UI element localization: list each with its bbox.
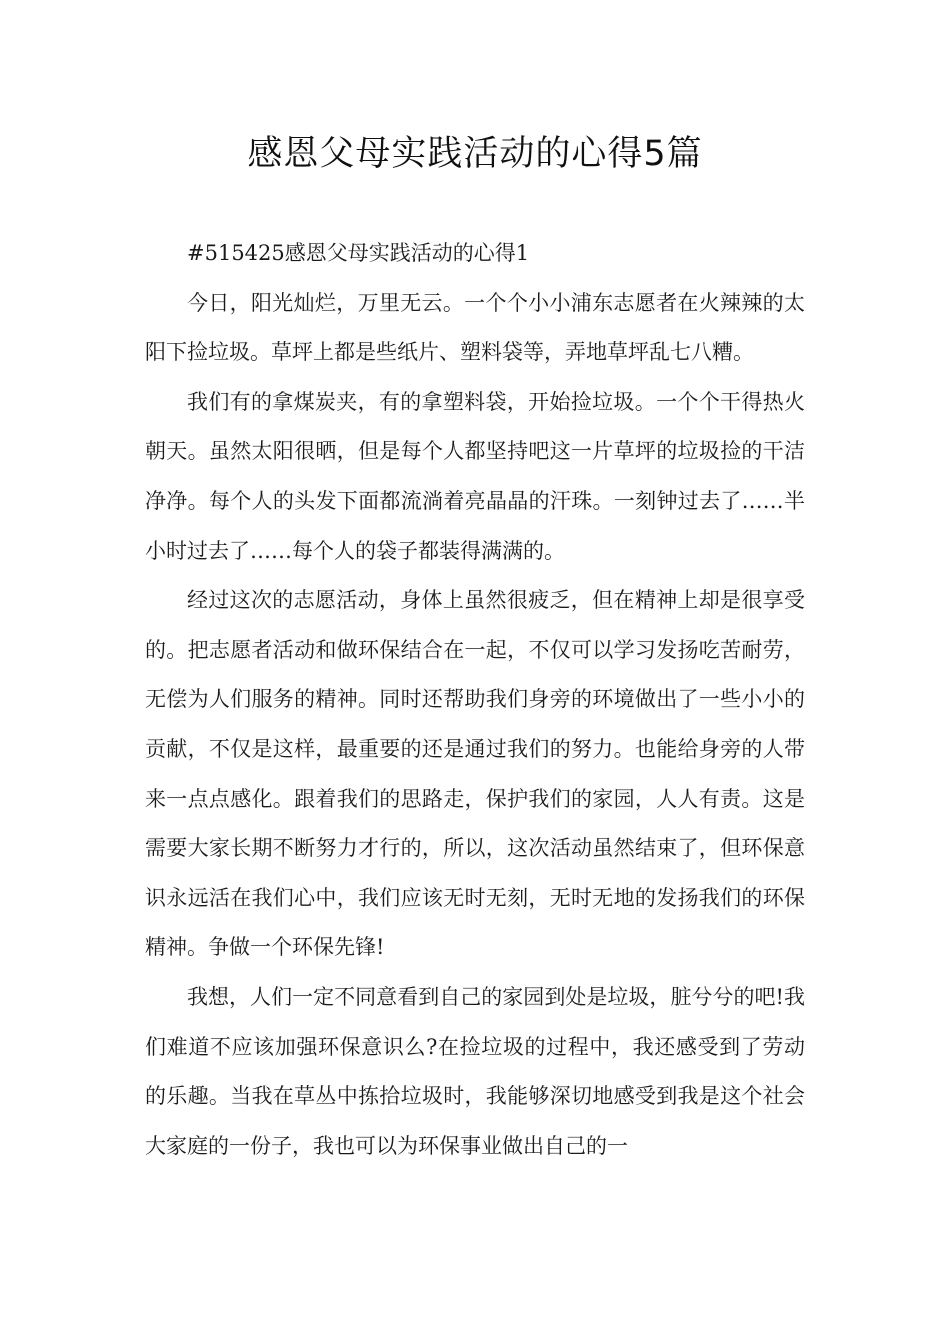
paragraph: 今日，阳光灿烂，万里无云。一个个小小浦东志愿者在火辣辣的太阳下捡垃圾。草坪上都是些纸片、塑料袋等，弄地草坪乱七八糟。 — [145, 290, 805, 365]
section-heading: #515425感恩父母实践活动的心得1 — [187, 241, 530, 265]
document-body — [145, 229, 805, 1171]
paragraph: 我想，人们一定不同意看到自己的家园到处是垃圾，脏兮兮的吧!我们难道不应该加强环保意识么?在捡垃圾的过程中，我还感受到了劳动的乐趣。当我在草丛中拣拾垃圾时，我能够深切地感受到我是这个社会大家庭的一份子，我也可以为环保事业做出自己的一 — [145, 984, 805, 1158]
paragraph: 我们有的拿煤炭夹，有的拿塑料袋，开始捡垃圾。一个个干得热火朝天。虽然太阳很晒，但是每个人都坚持吧这一片草坪的垃圾捡的干洁净净。每个人的头发下面都流淌着亮晶晶的汗珠。一刻钟过去了……半小时过去了……每个人的袋子都装得满满的。 — [145, 389, 805, 563]
paragraph: 经过这次的志愿活动，身体上虽然很疲乏，但在精神上却是很享受的。把志愿者活动和做环保结合在一起，不仅可以学习发扬吃苦耐劳，无偿为人们服务的精神。同时还帮助我们身旁的环境做出了一些小小的贡献，不仅是这样，最重要的还是通过我们的努力。也能给身旁的人带来一点点感化。跟着我们的思路走，保护我们的家园，人人有责。这是需要大家长期不断努力才行的，所以，这次活动虽然结束了，但环保意识永远活在我们心中，我们应该无时无刻，无时无地的发扬我们的环保精神。争做一个环保先锋! — [145, 588, 805, 960]
document-title: 感恩父母实践活动的心得5篇 — [247, 134, 703, 174]
